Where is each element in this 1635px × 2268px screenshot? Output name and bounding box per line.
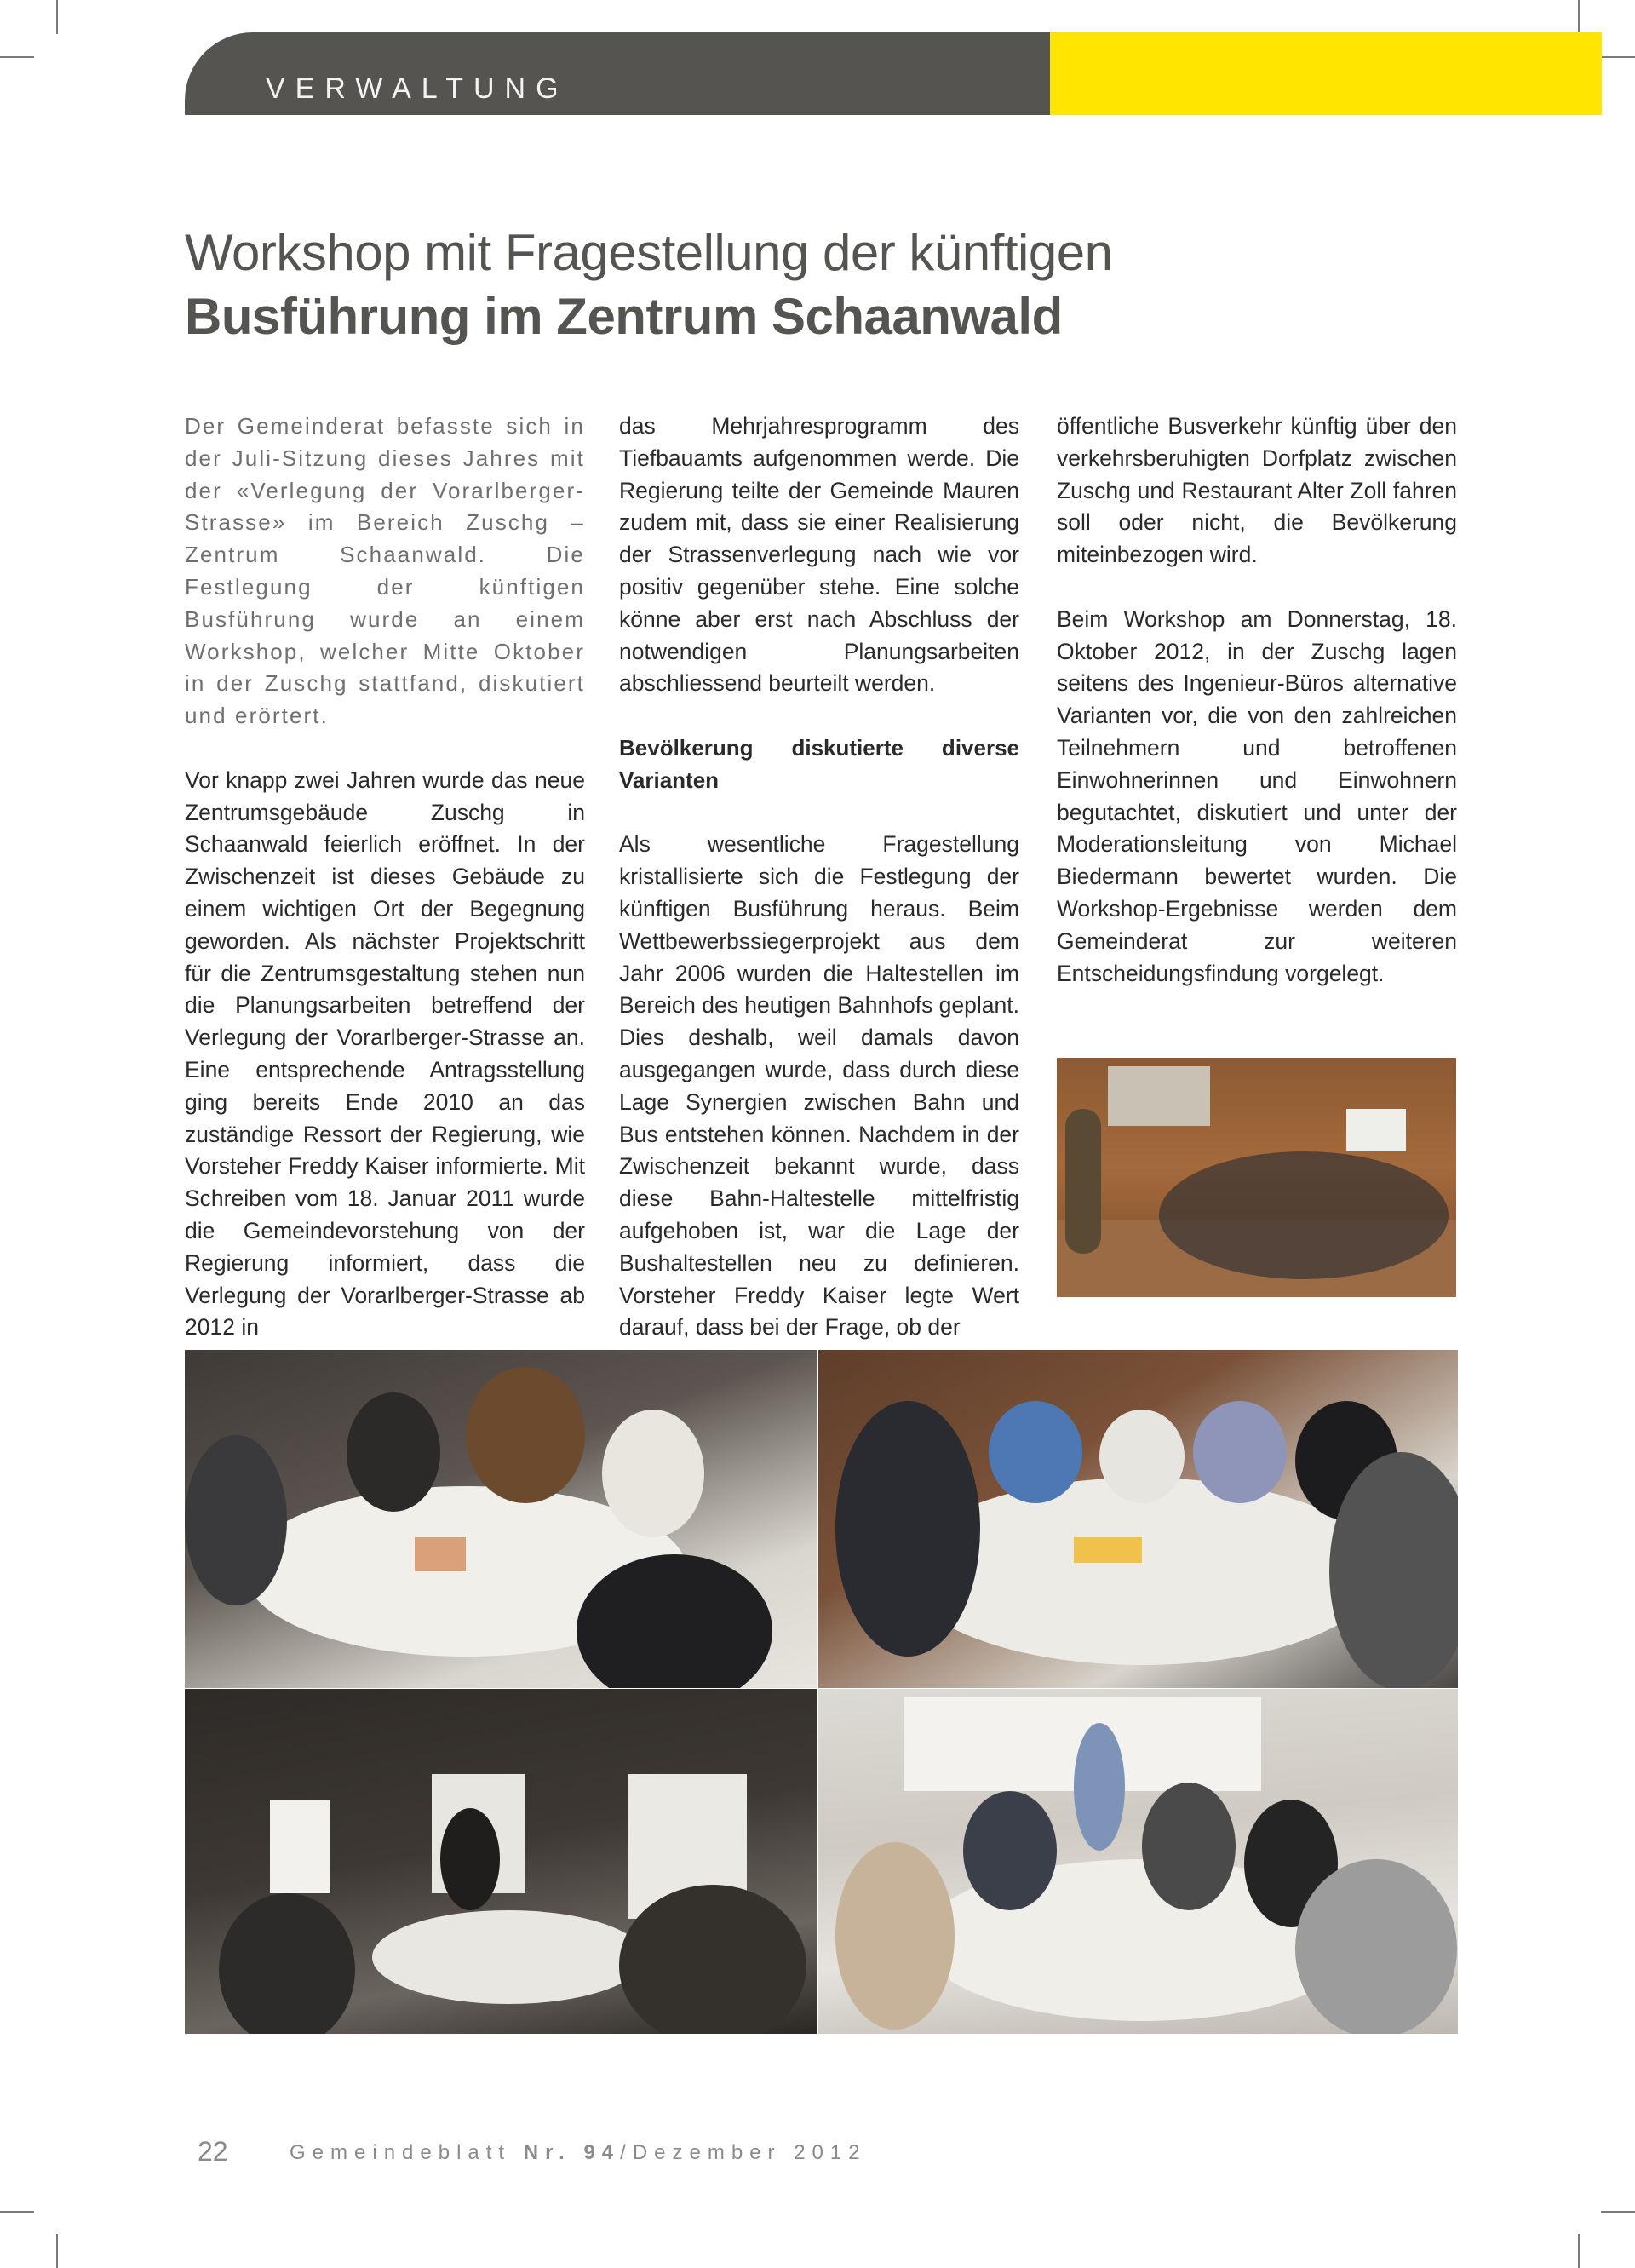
photo-person [835, 1842, 955, 2030]
body-paragraph: das Mehrjahresprogramm des Tiefbauamts aufgenommen werde. Die Regierung teilte der Gemeinde Mauren zudem mit, dass sie einer Realisierung der Strassenverlegung nach wie vor positiv gegenüber stehe. Eine solche könne aber erst nach Abschluss der notwendigen Planungsarbeiten abschliessend beurteilt werden. [619, 413, 1019, 697]
photo-person [466, 1367, 585, 1503]
accent-yellow-block [1050, 32, 1602, 115]
photo-person [602, 1410, 704, 1537]
crop-mark [0, 56, 34, 58]
photo-worksheet [1074, 1537, 1142, 1563]
photo-table-discussion-2 [818, 1350, 1458, 1688]
photo-seated-crowd [1159, 1151, 1449, 1279]
crop-mark [56, 2234, 58, 2268]
photo-person [1295, 1859, 1457, 2034]
photo-speaker [1065, 1109, 1101, 1254]
photo-person [219, 1893, 355, 2034]
photo-table-discussion-1 [185, 1350, 818, 1688]
photo-person [1099, 1410, 1185, 1503]
photo-person [963, 1791, 1057, 1910]
photo-person [989, 1401, 1082, 1503]
photo-flipchart [1346, 1109, 1406, 1151]
paragraph-gap [185, 732, 585, 765]
lead-paragraph: Der Gemeinderat befasste sich in der Juli-Sitzung dieses Jahres mit der «Verlegung der Vorarlberger-Strasse» im Bereich Zuschg – Zentrum Schaanwald. Die Festlegung der künftigen Busführung wurde an einem Workshop, welcher Mitte Oktober in der Zuschg stattfand, diskutiert und erörtert. [185, 413, 585, 729]
paragraph-gap [1057, 571, 1457, 604]
crop-mark [1578, 0, 1580, 34]
footer-publication-name: Gemeindeblatt [290, 2141, 524, 2164]
photo-worksheet [415, 1537, 466, 1571]
photo-person [835, 1401, 980, 1657]
photo-group-moderator [818, 1689, 1458, 2034]
footer-date: /Dezember 2012 [620, 2141, 867, 2164]
subheading: Bevölkerung diskutierte diverse Varianten [619, 734, 1019, 793]
photo-presentation-flipchart [185, 1689, 818, 2034]
text-column-2 [619, 411, 1019, 1344]
photo-flipchart [270, 1800, 330, 1893]
photo-table [372, 1910, 645, 2004]
crop-mark [56, 0, 58, 34]
crop-mark [0, 2211, 34, 2213]
article-title-line1: Workshop mit Fragestellung der künftigen [185, 224, 1113, 281]
photo-workshop-audience [1057, 1058, 1456, 1297]
paragraph-gap [619, 700, 1019, 732]
photo-person [1193, 1401, 1287, 1503]
crop-mark [1601, 56, 1635, 58]
text-column-1 [185, 411, 585, 1344]
footer-issue: Nr. 94 [523, 2141, 621, 2164]
paragraph-gap [619, 797, 1019, 830]
footer-publication [290, 2140, 867, 2166]
body-paragraph: Beim Workshop am Donnerstag, 18. Oktober 2012, in der Zuschg lagen seitens des Ingenieur-Büros alternative Varianten vor, die von den zahlreichen Teilnehmern und betroffenen Einwohnerinnen und Einwohnern begutachtet, diskutiert und unter der Moderationsleitung von Michael Biedermann bewertet wurden. Die Workshop-Ergebnisse werden dem Gemeinderat zur weiteren Entscheidungsfindung vorgelegt. [1057, 606, 1457, 986]
text-column-3 [1057, 411, 1457, 990]
photo-presenter [440, 1808, 500, 1910]
page-number: 22 [198, 2136, 228, 2167]
body-paragraph: Vor knapp zwei Jahren wurde das neue Zentrumsgebäude Zuschg in Schaanwald feierlich eröffnet. In der Zwischenzeit ist dieses Gebäude zu einem wichtigen Ort der Begegnung geworden. Als nächster Projektschritt für die Zentrumsgestaltung stehen nun die Planungsarbeiten betreffend der Verlegung der Vorarlberger-Strasse an. Eine entsprechende Antragsstellung ging bereits Ende 2010 an das zuständige Ressort der Regierung, wie Vorsteher Freddy Kaiser informierte. Mit Schreiben vom 18. Januar 2011 wurde die Gemeindevorstehung von der Regierung informiert, dass die Verlegung der Vorarlberger-Strasse ab 2012 in [185, 767, 585, 1341]
crop-mark [1578, 2234, 1580, 2268]
article-title-line2: Busführung im Zentrum Schaanwald [185, 288, 1063, 345]
photo-person [619, 1885, 806, 2034]
section-label: VERWALTUNG [266, 72, 569, 105]
photo-person [185, 1435, 287, 1605]
body-paragraph: öffentliche Busverkehr künftig über den verkehrsberuhigten Dorfplatz zwischen Zuschg und Restaurant Alter Zoll fahren soll oder nicht, die Bevölkerung miteinbezogen wird. [1057, 413, 1457, 568]
photo-moderator [1074, 1723, 1125, 1851]
body-paragraph: Als wesentliche Fragestellung kristallisierte sich die Festlegung der künftigen Busführung heraus. Beim Wettbewerbssiegerprojekt aus dem Jahr 2006 wurden die Haltestellen im Bereich des heutigen Bahnhofs geplant. Dies deshalb, weil damals davon ausgegangen wurde, dass durch diese Lage Synergien zwischen Bahn und Bus entstehen können. Nachdem in der Zwischenzeit bekannt wurde, dass diese Bahn-Haltestelle mittelfristig aufgehoben ist, war die Lage der Bushaltestellen neu zu definieren. Vorsteher Freddy Kaiser legte Wert darauf, dass bei der Frage, ob der [619, 831, 1019, 1341]
photo-window [1108, 1066, 1210, 1126]
crop-mark [1601, 2211, 1635, 2213]
photo-person [347, 1392, 440, 1512]
photo-person [1142, 1783, 1236, 1910]
